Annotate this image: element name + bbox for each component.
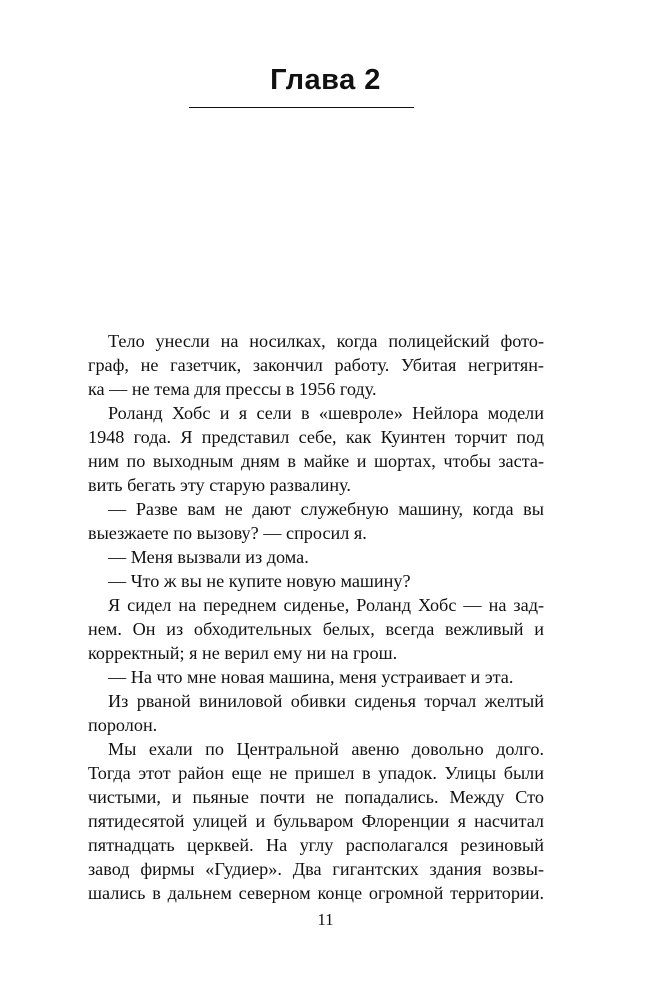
page-number: 11 xyxy=(317,910,334,929)
text-line: выезжаете по вызову? — спросил я. xyxy=(88,523,367,543)
text-line: корректный; я не верил ему ни на грош. xyxy=(88,643,398,663)
chapter-title-underline xyxy=(189,107,414,108)
text-line: Роланд Хобс и я сели в «шевроле» Нейлора модели xyxy=(108,403,544,423)
text-line: ка — не тема для прессы в 1956 году. xyxy=(88,379,377,399)
text-line: завод фирмы «Гудиер». Два гигантских здания возвы- xyxy=(88,859,544,879)
text-line: поролон. xyxy=(88,715,158,735)
text-line: пятнадцать церквей. На углу располагался резиновый xyxy=(88,835,544,855)
text-line: пятидесятой улицей и бульваром Флоренции я насчитал xyxy=(88,811,544,831)
text-line: Я сидел на переднем сиденье, Роланд Хобс — на зад- xyxy=(108,595,544,615)
text-line: — Разве вам не дают служебную машину, когда вы xyxy=(108,499,544,519)
text-line: нем. Он из обходительных белых, всегда вежливый и xyxy=(88,619,544,639)
text-line: — Что ж вы не купите новую машину? xyxy=(108,571,411,591)
text-line: — На что мне новая машина, меня устраивает и эта. xyxy=(108,667,514,687)
text-line: Из рваной виниловой обивки сиденья торчал желтый xyxy=(108,691,544,711)
text-line: Мы ехали по Центральной авеню довольно долго. xyxy=(108,739,544,759)
text-line: чистыми, и пьяные почти не попадались. Между Сто xyxy=(88,787,544,807)
text-line: вить бегать эту старую развалину. xyxy=(88,475,351,495)
chapter-title: Глава 2 xyxy=(270,64,381,96)
text-line: ним по выходным дням в майке и шортах, чтобы заста- xyxy=(88,451,544,471)
text-line: Тело унесли на носилках, когда полицейский фото- xyxy=(108,331,544,351)
text-line: граф, не газетчик, закончил работу. Убитая негритян- xyxy=(88,355,544,375)
text-line: шались в дальнем северном конце огромной территории. xyxy=(88,883,544,903)
text-line: Тогда этот район еще не пришел в упадок. Улицы были xyxy=(88,763,544,783)
text-section-2 xyxy=(88,737,544,905)
text-line: — Меня вызвали из дома. xyxy=(108,547,309,567)
text-section-1 xyxy=(88,329,544,737)
text-line: 1948 года. Я представил себе, как Куинтен торчит под xyxy=(88,427,544,447)
